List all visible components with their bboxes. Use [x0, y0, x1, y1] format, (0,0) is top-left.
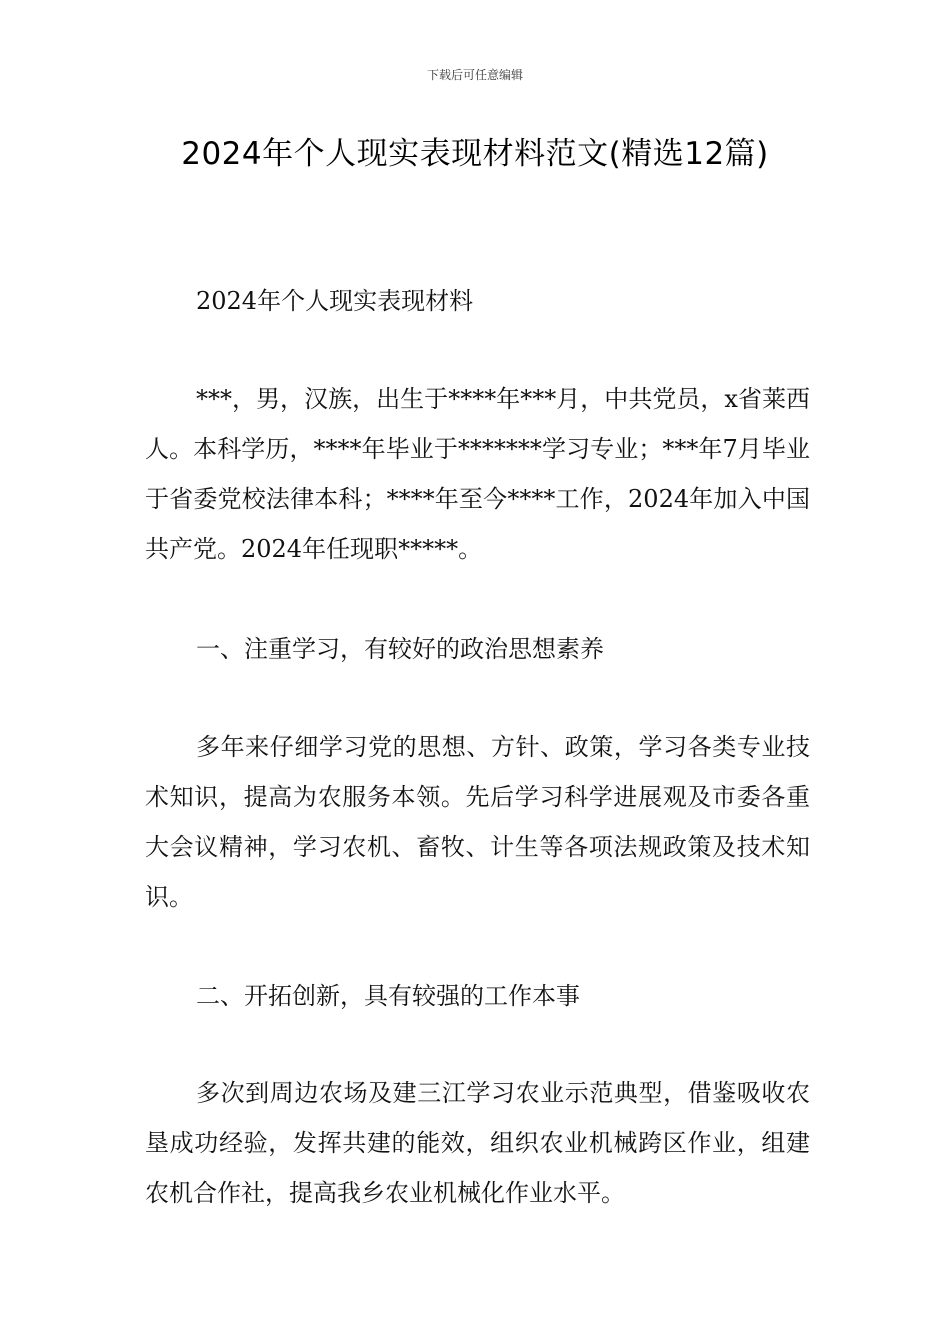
- header-note: 下载后可任意编辑: [426, 68, 523, 82]
- section-subtitle: 2024年个人现实表现材料: [196, 287, 474, 315]
- section-heading-2: 二、开拓创新，具有较强的工作本事: [196, 982, 580, 1010]
- document-title: 2024年个人现实表现材料范文(精选12篇): [181, 136, 769, 172]
- section-heading-1: 一、注重学习，有较好的政治思想素养: [196, 635, 604, 663]
- intro-paragraph: ***，男，汉族，出生于****年***月，中共党员，x省莱西人。本科学历，****年毕业于*******学习专业；***年7月毕业于省委党校法律本科；****年至今****工作，2024年加入中国共产党。2024年任现职*****。: [145, 385, 810, 563]
- body-paragraph-2: 多次到周边农场及建三江学习农业示范典型，借鉴吸收农垦成功经验，发挥共建的能效，组织农业机械跨区作业，组建农机合作社，提高我乡农业机械化作业水平。: [145, 1079, 810, 1207]
- body-paragraph-1: 多年来仔细学习党的思想、方针、政策，学习各类专业技术知识，提高为农服务本领。先后学习科学进展观及市委各重大会议精神，学习农机、畜牧、计生等各项法规政策及技术知识。: [145, 733, 810, 911]
